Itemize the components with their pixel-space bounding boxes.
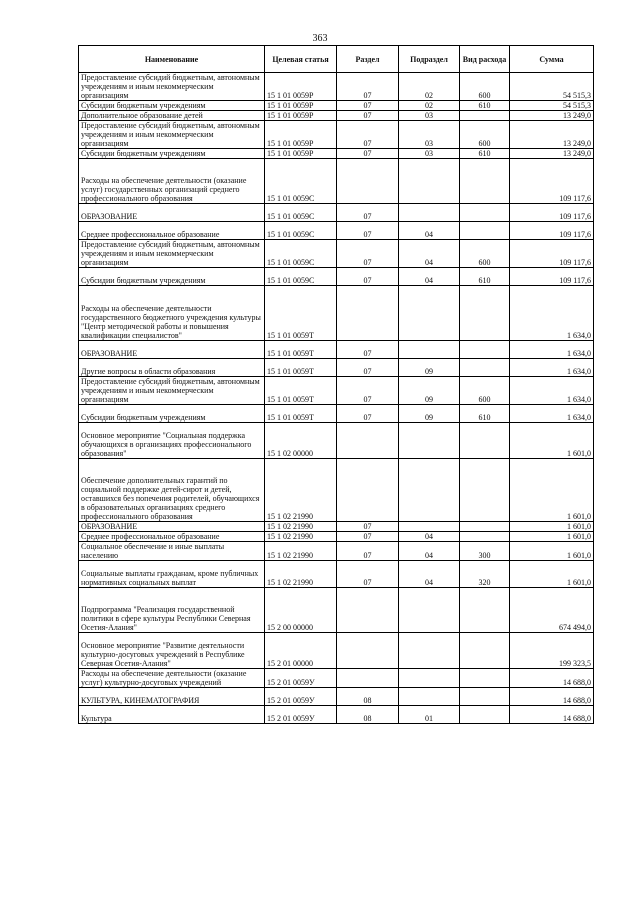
table-row [79, 159, 594, 204]
row-expense-type [460, 341, 510, 359]
row-sum: 1 634,0 [510, 405, 594, 423]
table-row [79, 588, 594, 633]
row-subsection [399, 588, 460, 633]
row-target-article: 15 1 02 00000 [265, 423, 337, 459]
row-subsection: 04 [399, 222, 460, 240]
row-name: Среднее профессиональное образование [79, 532, 265, 542]
row-section: 07 [337, 204, 399, 222]
header-section: Раздел [337, 46, 399, 73]
table-row [79, 101, 594, 111]
row-name: Субсидии бюджетным учреждениям [79, 405, 265, 423]
row-sum: 674 494,0 [510, 588, 594, 633]
row-expense-type: 300 [460, 542, 510, 561]
row-sum: 54 515,3 [510, 101, 594, 111]
row-section: 07 [337, 268, 399, 286]
row-expense-type: 610 [460, 101, 510, 111]
row-sum: 13 249,0 [510, 149, 594, 159]
row-subsection: 04 [399, 561, 460, 588]
row-expense-type [460, 669, 510, 688]
row-name: Среднее профессиональное образование [79, 222, 265, 240]
row-name: Субсидии бюджетным учреждениям [79, 149, 265, 159]
row-target-article: 15 2 01 0059У [265, 706, 337, 724]
row-subsection [399, 688, 460, 706]
row-subsection [399, 633, 460, 669]
row-sum: 1 634,0 [510, 286, 594, 341]
row-target-article: 15 1 01 0059Т [265, 286, 337, 341]
row-section: 08 [337, 688, 399, 706]
row-target-article: 15 2 01 0059У [265, 669, 337, 688]
row-sum: 109 117,6 [510, 222, 594, 240]
row-expense-type [460, 522, 510, 532]
row-subsection [399, 669, 460, 688]
table-row [79, 405, 594, 423]
table-row [79, 111, 594, 121]
table-row [79, 359, 594, 377]
row-subsection [399, 159, 460, 204]
table-row [79, 377, 594, 405]
row-subsection: 02 [399, 73, 460, 101]
row-sum: 1 601,0 [510, 532, 594, 542]
row-name: Предоставление субсидий бюджетным, автономным учреждениям и иным некоммерческим организациям [79, 121, 265, 149]
row-expense-type [460, 111, 510, 121]
table-row [79, 561, 594, 588]
row-name: Субсидии бюджетным учреждениям [79, 101, 265, 111]
table-row [79, 532, 594, 542]
row-name: Другие вопросы в области образования [79, 359, 265, 377]
row-name: Основное мероприятие "Социальная поддержка обучающихся в организациях профессионального образования" [79, 423, 265, 459]
row-name: Расходы на обеспечение деятельности (оказание услуг) государственных организаций среднего профессионального образования [79, 159, 265, 204]
row-target-article: 15 1 01 0059Р [265, 121, 337, 149]
row-subsection: 09 [399, 405, 460, 423]
table-row [79, 341, 594, 359]
row-name: Предоставление субсидий бюджетным, автономным учреждениям и иным некоммерческим организациям [79, 73, 265, 101]
row-name: Подпрограмма "Реализация государственной политики в сфере культуры Республики Северная Осетия-Алания" [79, 588, 265, 633]
row-sum: 14 688,0 [510, 688, 594, 706]
row-sum: 1 601,0 [510, 522, 594, 532]
row-target-article: 15 1 01 0059Т [265, 359, 337, 377]
row-sum: 13 249,0 [510, 111, 594, 121]
row-target-article: 15 1 01 0059Т [265, 405, 337, 423]
row-name: Расходы на обеспечение деятельности (оказание услуг) культурно-досуговых учреждений [79, 669, 265, 688]
row-name: Обеспечение дополнительных гарантий по социальной поддержке детей-сирот и детей, оставшихся без попечения родителей, обучающихся в образовательных организациях среднего профессионального образования [79, 459, 265, 522]
table-row [79, 240, 594, 268]
row-expense-type [460, 359, 510, 377]
row-expense-type [460, 633, 510, 669]
row-section: 07 [337, 359, 399, 377]
header-target-article: Целевая статья [265, 46, 337, 73]
table-row [79, 423, 594, 459]
row-sum: 109 117,6 [510, 268, 594, 286]
row-expense-type [460, 222, 510, 240]
row-target-article: 15 1 02 21990 [265, 532, 337, 542]
row-subsection: 02 [399, 101, 460, 111]
row-section: 07 [337, 532, 399, 542]
table-row [79, 73, 594, 101]
row-sum: 54 515,3 [510, 73, 594, 101]
row-name: Расходы на обеспечение деятельности государственного бюджетного учреждения культуры "Центр методической работы и повышения квалификации специалистов" [79, 286, 265, 341]
row-name: ОБРАЗОВАНИЕ [79, 522, 265, 532]
header-name: Наименование [79, 46, 265, 73]
row-subsection [399, 459, 460, 522]
row-section: 07 [337, 341, 399, 359]
row-sum: 109 117,6 [510, 159, 594, 204]
table-row [79, 149, 594, 159]
row-subsection [399, 423, 460, 459]
table-row [79, 222, 594, 240]
row-subsection: 01 [399, 706, 460, 724]
table-row [79, 459, 594, 522]
row-name: Предоставление субсидий бюджетным, автономным учреждениям и иным некоммерческим организациям [79, 377, 265, 405]
row-target-article: 15 1 01 0059С [265, 204, 337, 222]
row-subsection: 04 [399, 268, 460, 286]
row-target-article: 15 1 02 21990 [265, 522, 337, 532]
table-row [79, 204, 594, 222]
row-sum: 1 601,0 [510, 459, 594, 522]
row-target-article: 15 1 01 0059Т [265, 377, 337, 405]
table-row [79, 542, 594, 561]
header-sum: Сумма [510, 46, 594, 73]
row-target-article: 15 1 01 0059С [265, 159, 337, 204]
row-expense-type: 320 [460, 561, 510, 588]
row-name: Культура [79, 706, 265, 724]
row-section: 08 [337, 706, 399, 724]
table-header-row [79, 46, 594, 73]
row-expense-type [460, 159, 510, 204]
row-section [337, 423, 399, 459]
page-number: 363 [312, 33, 328, 44]
row-subsection: 09 [399, 359, 460, 377]
row-expense-type: 610 [460, 405, 510, 423]
row-target-article: 15 2 01 0059У [265, 688, 337, 706]
row-target-article: 15 2 01 00000 [265, 633, 337, 669]
row-expense-type: 600 [460, 240, 510, 268]
row-section [337, 286, 399, 341]
row-subsection: 03 [399, 149, 460, 159]
row-target-article: 15 1 01 0059С [265, 240, 337, 268]
row-section: 07 [337, 522, 399, 532]
row-target-article: 15 1 01 0059Р [265, 73, 337, 101]
row-section: 07 [337, 111, 399, 121]
row-target-article: 15 1 01 0059С [265, 222, 337, 240]
row-target-article: 15 1 01 0059С [265, 268, 337, 286]
row-sum: 1 601,0 [510, 561, 594, 588]
row-target-article: 15 1 02 21990 [265, 561, 337, 588]
row-target-article: 15 1 01 0059Т [265, 341, 337, 359]
table-row [79, 286, 594, 341]
row-expense-type: 610 [460, 268, 510, 286]
row-subsection: 09 [399, 377, 460, 405]
row-target-article: 15 1 01 0059Р [265, 111, 337, 121]
row-section: 07 [337, 121, 399, 149]
row-sum: 1 601,0 [510, 423, 594, 459]
row-name: Субсидии бюджетным учреждениям [79, 268, 265, 286]
row-subsection [399, 341, 460, 359]
row-subsection: 03 [399, 121, 460, 149]
row-section: 07 [337, 149, 399, 159]
table-row [79, 669, 594, 688]
row-expense-type: 610 [460, 149, 510, 159]
budget-table [78, 45, 594, 724]
row-sum: 13 249,0 [510, 121, 594, 149]
table-row [79, 688, 594, 706]
header-subsection: Подраздел [399, 46, 460, 73]
row-name: ОБРАЗОВАНИЕ [79, 204, 265, 222]
row-section [337, 159, 399, 204]
row-section: 07 [337, 561, 399, 588]
row-section: 07 [337, 222, 399, 240]
row-section [337, 633, 399, 669]
row-name: ОБРАЗОВАНИЕ [79, 341, 265, 359]
row-target-article: 15 1 02 21990 [265, 459, 337, 522]
row-target-article: 15 2 00 00000 [265, 588, 337, 633]
table-body [79, 73, 594, 724]
row-sum: 1 601,0 [510, 542, 594, 561]
row-sum: 199 323,5 [510, 633, 594, 669]
row-expense-type: 600 [460, 377, 510, 405]
table-row [79, 633, 594, 669]
table-row [79, 121, 594, 149]
row-name: Дополнительное образование детей [79, 111, 265, 121]
row-subsection: 03 [399, 111, 460, 121]
row-subsection [399, 204, 460, 222]
row-sum: 1 634,0 [510, 359, 594, 377]
row-expense-type [460, 588, 510, 633]
row-target-article: 15 1 01 0059Р [265, 149, 337, 159]
header-expense-type: Вид расхода [460, 46, 510, 73]
row-sum: 1 634,0 [510, 341, 594, 359]
row-name: Предоставление субсидий бюджетным, автономным учреждениям и иным некоммерческим организациям [79, 240, 265, 268]
row-expense-type [460, 459, 510, 522]
row-section: 07 [337, 73, 399, 101]
row-expense-type [460, 423, 510, 459]
row-name: Социальные выплаты гражданам, кроме публичных нормативных социальных выплат [79, 561, 265, 588]
row-section [337, 588, 399, 633]
row-sum: 14 688,0 [510, 706, 594, 724]
row-expense-type: 600 [460, 121, 510, 149]
row-subsection: 04 [399, 532, 460, 542]
row-target-article: 15 1 02 21990 [265, 542, 337, 561]
row-section: 07 [337, 101, 399, 111]
row-subsection [399, 522, 460, 532]
row-section: 07 [337, 240, 399, 268]
row-target-article: 15 1 01 0059Р [265, 101, 337, 111]
row-expense-type [460, 688, 510, 706]
row-expense-type [460, 706, 510, 724]
row-sum: 1 634,0 [510, 377, 594, 405]
row-name: Основное мероприятие "Развитие деятельности культурно-досуговых учреждений в Республике Северная Осетия-Алания" [79, 633, 265, 669]
row-expense-type: 600 [460, 73, 510, 101]
row-sum: 14 688,0 [510, 669, 594, 688]
row-section: 07 [337, 405, 399, 423]
row-sum: 109 117,6 [510, 240, 594, 268]
row-subsection [399, 286, 460, 341]
row-section [337, 459, 399, 522]
row-expense-type [460, 532, 510, 542]
row-section [337, 669, 399, 688]
row-expense-type [460, 286, 510, 341]
row-name: КУЛЬТУРА, КИНЕМАТОГРАФИЯ [79, 688, 265, 706]
row-subsection: 04 [399, 240, 460, 268]
table-row [79, 522, 594, 532]
row-name: Социальное обеспечение и иные выплаты населению [79, 542, 265, 561]
row-subsection: 04 [399, 542, 460, 561]
table-row [79, 268, 594, 286]
row-section: 07 [337, 377, 399, 405]
row-expense-type [460, 204, 510, 222]
row-section: 07 [337, 542, 399, 561]
table-row [79, 706, 594, 724]
row-sum: 109 117,6 [510, 204, 594, 222]
